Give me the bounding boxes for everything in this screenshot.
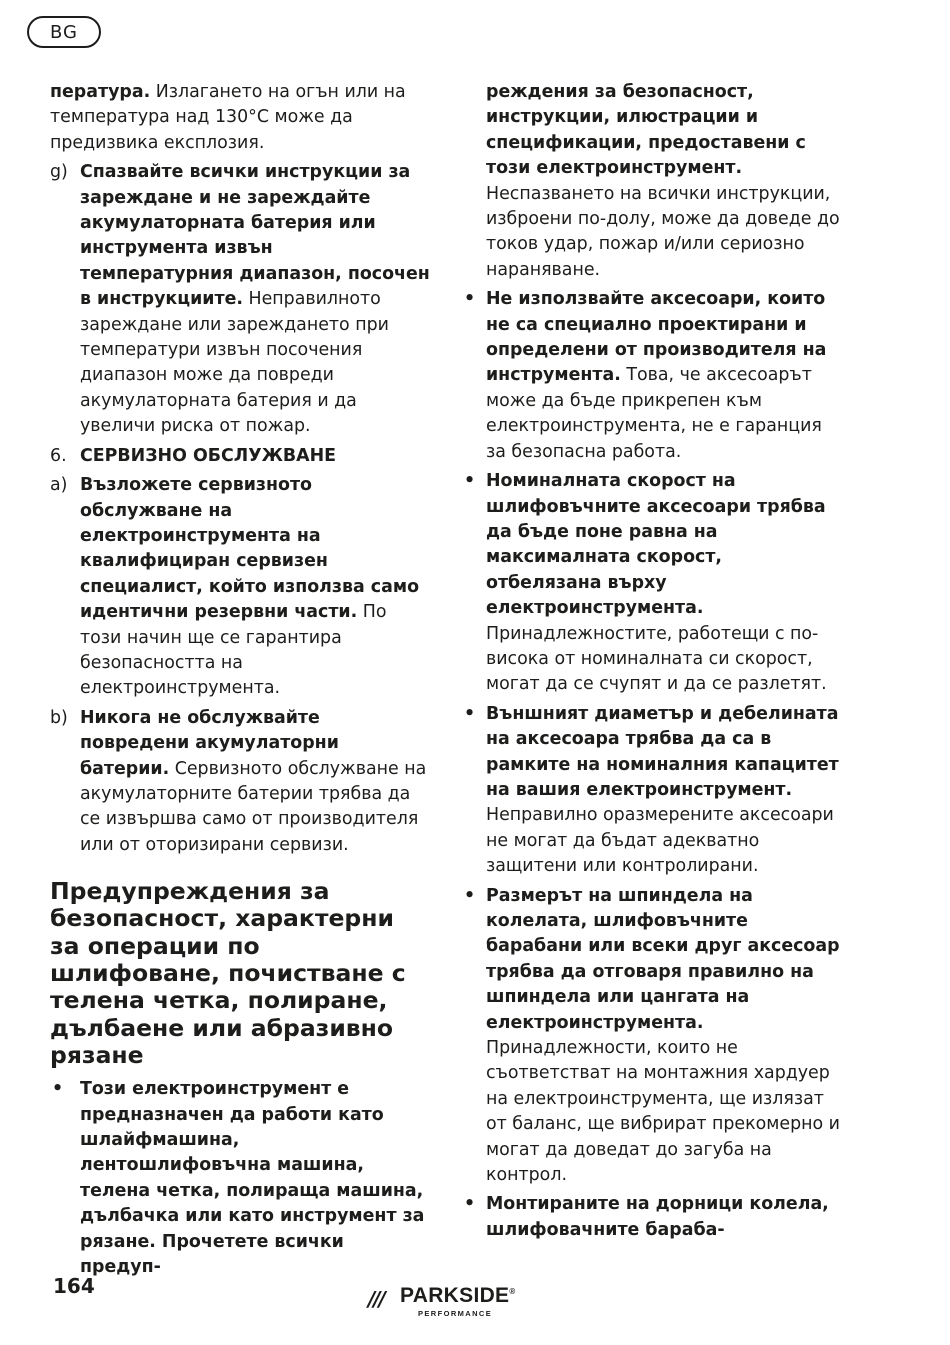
item-text: Неправилното зареждане или зареждането при температури извън посочения диапазон може да повреди акумулаторната батерия и да увеличи риска от пожар. xyxy=(80,289,389,437)
bullet-item xyxy=(462,702,840,880)
bullet-item xyxy=(462,884,840,1189)
intro-bold: пература. xyxy=(50,82,151,102)
item-marker: b) xyxy=(50,707,68,728)
item-bold: Монтираните на дорници колела, шлифовачните бараба- xyxy=(486,1194,829,1240)
item-text: Сервизното обслужване на акумулаторните батерии трябва да се извършва само от производителя или от оторизирани сервизи. xyxy=(80,758,427,855)
cont-bold: реждения за безопасност, инструкции, илюстрации и спецификации, предоставени с този електроинструмент. xyxy=(486,82,806,179)
list-item-b xyxy=(50,706,430,858)
section-heading: Предупреждения за безопасност, характерни за операции по шлифоване, почистване с телена четка, полиране, дълбаене или абразивно рязане xyxy=(50,877,406,1069)
item-bold: Размерът на шпиндела на колелата, шлифовъчните барабани или всеки друг аксесоар трябва да отговаря правилно на шпиндела или цангата на електроинструмента. xyxy=(486,885,840,1033)
intro-paragraph xyxy=(50,80,430,156)
parkside-logo xyxy=(368,1284,518,1324)
bullet-marker: • xyxy=(52,1079,64,1100)
item-text: Принадлежности, които не съответстват на монтажния хардуер на електроинструмента, ще излязат от баланс, ще вибрират прекомерно и могат да доведат до загуба на контрол. xyxy=(486,1038,840,1186)
list-item-g xyxy=(50,160,430,439)
logo-slashes-icon: /// xyxy=(368,1287,384,1311)
left-column xyxy=(50,80,430,1285)
item-text: Принадлежностите, работещи с по-висока от номиналната си скорост, могат да се счупят и да се разлетят. xyxy=(486,623,827,695)
section-number: 6. xyxy=(50,445,67,466)
logo-registered-mark: ® xyxy=(509,1287,516,1296)
item-bold: Външният диаметър и дебелината на аксесоара трябва да са в рамките на номиналния капацитет на вашия електроинструмент. xyxy=(486,703,839,800)
intro-text: Излагането на огън или на температура над 130°C може да предизвика експлозия. xyxy=(50,82,406,153)
item-bold: Никога не обслужвайте повредени акумулаторни батерии. xyxy=(80,707,339,779)
language-badge: BG xyxy=(27,16,101,48)
logo-brand: PARKSIDE® xyxy=(400,1284,516,1307)
item-text: Това, че аксесоарът може да бъде прикрепен към електроинструмента, не е гаранция за безопасна работа. xyxy=(486,365,822,462)
bullet-marker: • xyxy=(464,703,476,724)
bullet-item xyxy=(462,287,840,465)
bullet-marker: • xyxy=(464,289,476,310)
item-text: Неправилно оразмерените аксесоари не могат да бъдат адекватно защитени или контролирани. xyxy=(486,805,834,877)
item-bold: Не използвайте аксесоари, които не са специално проектирани и определени от производителя на инструмента. xyxy=(486,289,827,386)
section-title: СЕРВИЗНО ОБСЛУЖВАНЕ xyxy=(80,445,337,466)
item-marker: a) xyxy=(50,475,68,496)
cont-text: Неспазването на всички инструкции, изброени по-долу, може да доведе до токов удар, пожар и/или сериозно нараняване. xyxy=(486,183,840,280)
section-6-heading xyxy=(50,444,430,469)
item-bold: Възложете сервизното обслужване на електроинструмента на квалифициран сервизен специалист, който използва само идентични резервни части. xyxy=(80,475,420,623)
bullet-marker: • xyxy=(464,885,476,906)
continued-paragraph xyxy=(462,80,840,283)
item-marker: g) xyxy=(50,162,68,183)
bullet-item xyxy=(462,1192,840,1243)
item-bold: Номиналната скорост на шлифовъчните аксесоари трябва да бъде поне равна на максималната скорост, отбелязана върху електроинструмента. xyxy=(486,471,826,619)
logo-subtitle: PERFORMANCE xyxy=(418,1309,493,1318)
bullet-item xyxy=(462,469,840,698)
item-bold: Този електроинструмент е предназначен да работи като шлайфмашина, лентошлифовъчна машина, телена четка, полираща машина, дълбачка или като инструмент за рязане. Прочетете всички предуп- xyxy=(80,1079,425,1278)
list-item-a xyxy=(50,473,430,702)
right-column xyxy=(462,80,840,1247)
page-number: 164 xyxy=(53,1274,95,1298)
bullet-item xyxy=(50,1077,430,1280)
bullet-marker: • xyxy=(464,471,476,492)
item-text: По този начин ще се гарантира безопасността на електроинструмента. xyxy=(80,602,387,699)
bullet-marker: • xyxy=(464,1194,476,1215)
item-bold: Спазвайте всички инструкции за зареждане и не зареждайте акумулаторната батерия или инструмента извън температурния диапазон, посочен в инструкциите. xyxy=(80,162,430,310)
